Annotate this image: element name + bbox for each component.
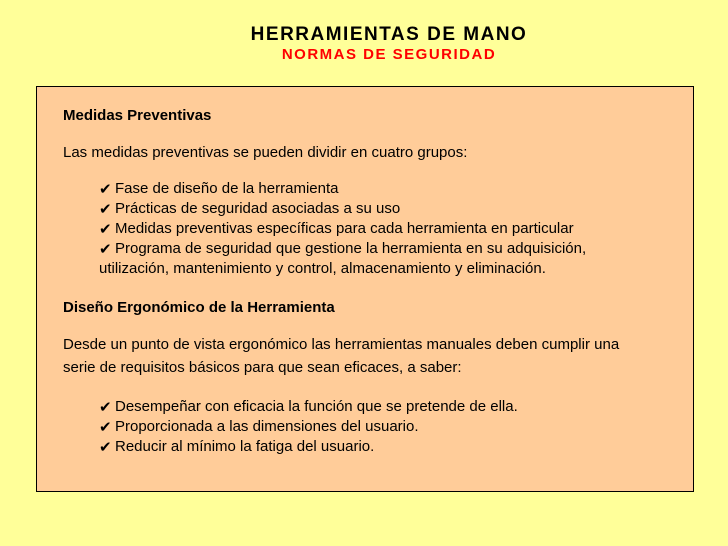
checkmark-icon: ✔ xyxy=(99,418,112,436)
checkmark-icon: ✔ xyxy=(99,200,112,218)
list-item xyxy=(99,179,683,199)
list-item-text: Programa de seguridad que gestione la herramienta en su adquisición, xyxy=(115,240,587,257)
list-item xyxy=(99,199,683,219)
title-subtitle: NORMAS DE SEGURIDAD xyxy=(281,46,497,63)
section-intro-preventive: Las medidas preventivas se pueden dividir en cuatro grupos: xyxy=(63,144,468,161)
section-intro-ergonomic-line1: Desde un punto de vista ergonómico las herramientas manuales deben cumplir una xyxy=(63,336,620,353)
content-panel xyxy=(36,86,694,492)
preventive-list xyxy=(63,179,683,279)
section-heading-preventive: Medidas Preventivas xyxy=(63,107,212,124)
title-main: HERRAMIENTAS DE MANO xyxy=(250,24,528,45)
list-item xyxy=(99,239,683,259)
checkmark-icon: ✔ xyxy=(99,180,112,198)
list-item-text: Fase de diseño de la herramienta xyxy=(115,180,339,197)
checkmark-icon: ✔ xyxy=(99,220,112,238)
content-body xyxy=(63,106,683,457)
list-item-continuation: utilización, mantenimiento y control, almacenamiento y eliminación. xyxy=(99,260,546,277)
list-item xyxy=(99,397,683,417)
list-item xyxy=(99,219,683,239)
list-item-text: Reducir al mínimo la fatiga del usuario. xyxy=(115,438,375,455)
list-item-text: Desempeñar con eficacia la función que se pretende de ella. xyxy=(115,398,518,415)
list-item-text: Proporcionada a las dimensiones del usuario. xyxy=(115,418,419,435)
checkmark-icon: ✔ xyxy=(99,240,112,258)
ergonomic-list xyxy=(63,397,683,457)
list-item-text: Medidas preventivas específicas para cada herramienta en particular xyxy=(115,220,574,237)
checkmark-icon: ✔ xyxy=(99,438,112,456)
list-item xyxy=(99,437,683,457)
list-item-text: Prácticas de seguridad asociadas a su uso xyxy=(115,200,401,217)
section-intro-ergonomic-line2: serie de requisitos básicos para que sean eficaces, a saber: xyxy=(63,359,462,376)
list-item xyxy=(99,417,683,437)
checkmark-icon: ✔ xyxy=(99,398,112,416)
slide-title xyxy=(70,24,658,65)
section-heading-ergonomic: Diseño Ergonómico de la Herramienta xyxy=(63,299,335,316)
